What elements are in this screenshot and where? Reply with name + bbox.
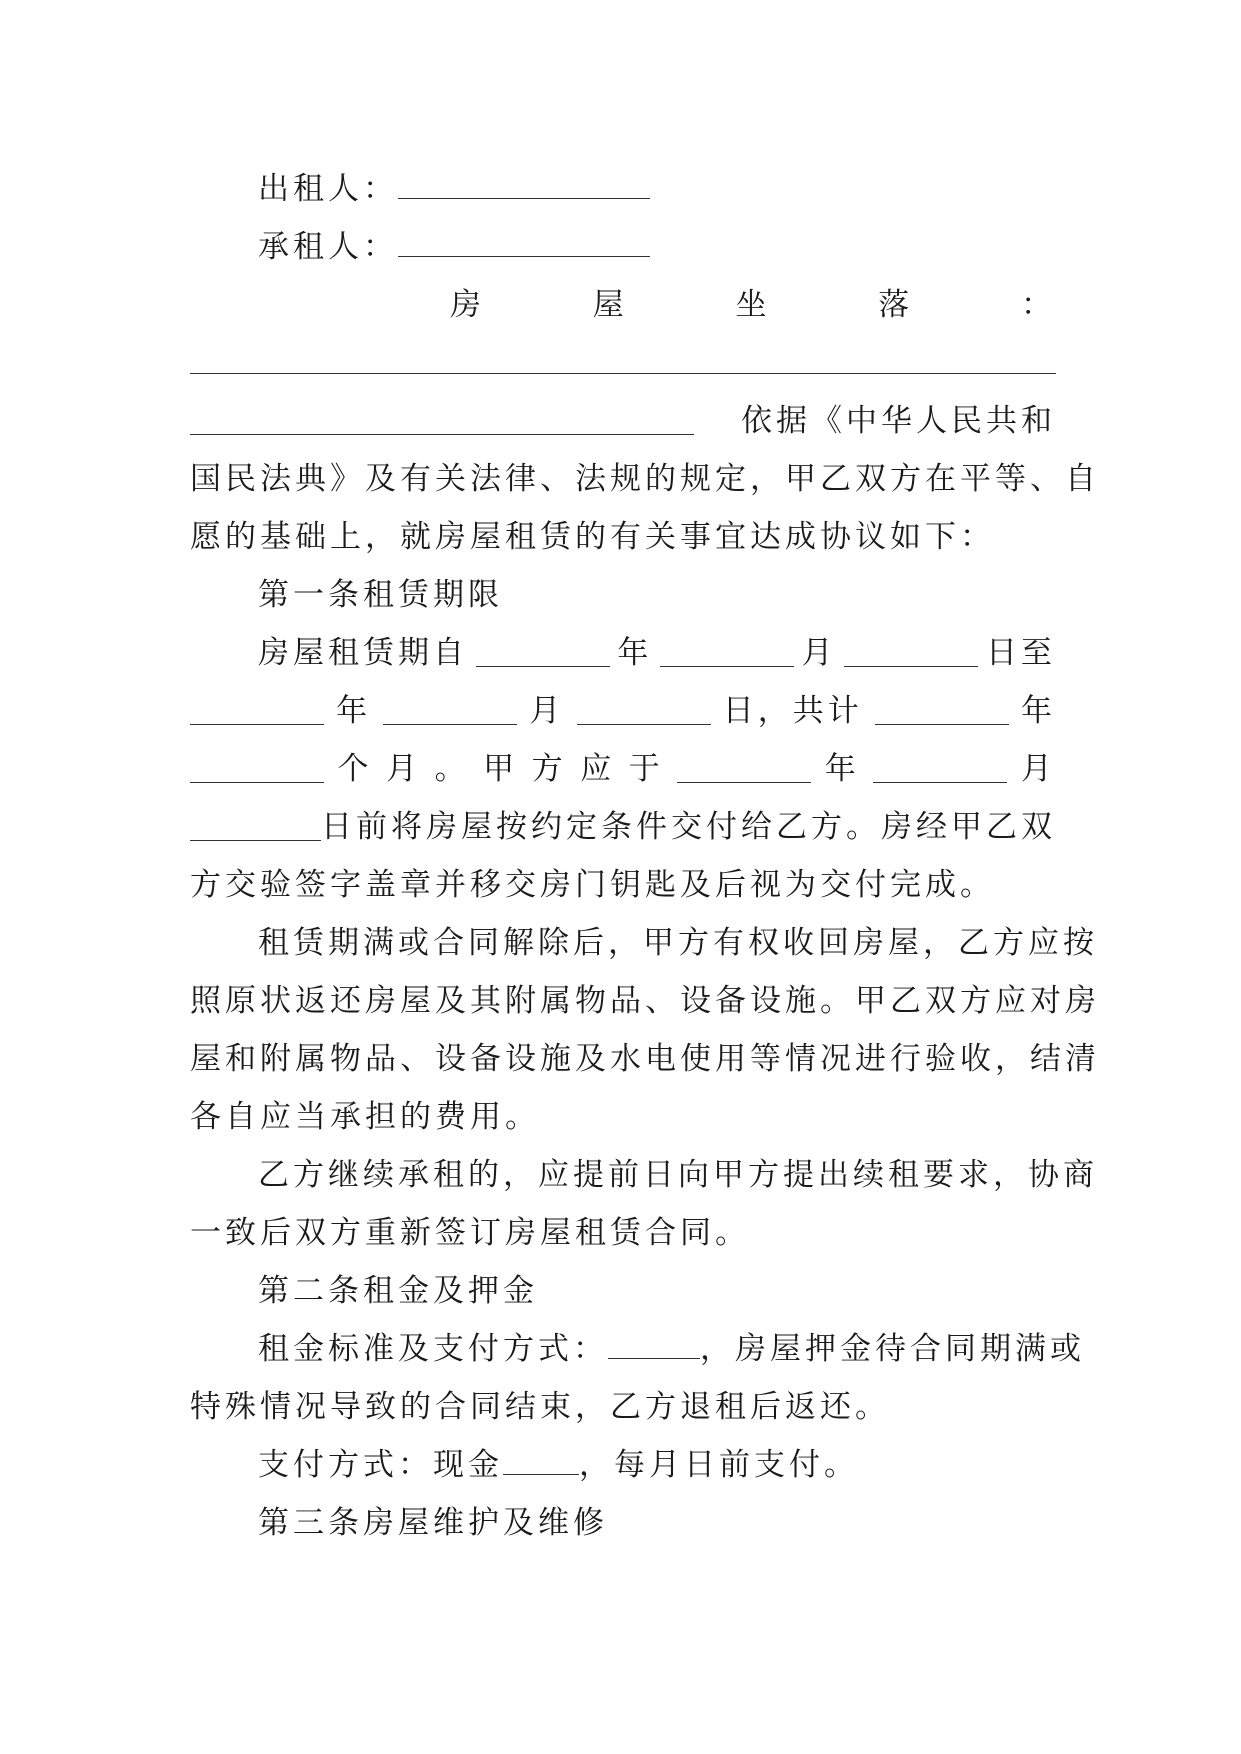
text-char: 于 (628, 751, 664, 787)
article3-heading: 第三条房屋维护及维修 (258, 1505, 608, 1541)
article1-p3-line-1: 乙方继续承租的，应提前日向甲方提出续租要求，协商 (258, 1157, 1098, 1193)
day-to-label: 日至 (985, 635, 1056, 671)
month-label: 月 (1020, 751, 1056, 787)
lessor-line (190, 160, 1056, 218)
lessor-label: 出租人： (258, 171, 398, 207)
article2-line-2: 特殊情况导致的合同结束，乙方退租后返还。 (190, 1389, 890, 1425)
handover-text: 日前将房屋按约定条件交付给乙方。房经甲乙双 (321, 809, 1056, 845)
article2-heading: 第二条租金及押金 (258, 1273, 538, 1309)
start-month-blank[interactable] (660, 640, 794, 667)
deposit-text: ，房屋押金待合同期满或 (700, 1331, 1085, 1367)
article1-p2-line-2: 照原状返还房屋及其附属物品、设备设施。甲乙双方应对房 (190, 983, 1100, 1019)
article1-heading: 第一条租赁期限 (258, 577, 503, 613)
article1-line-5: 方交验签字盖章并移交房门钥匙及后视为交付完成。 (190, 867, 995, 903)
text-char: 方 (531, 751, 567, 787)
text-char: 。 (434, 751, 470, 787)
end-year-blank[interactable] (190, 698, 324, 725)
lessee-label: 承租人： (258, 229, 398, 265)
handover-year-blank[interactable] (677, 756, 811, 783)
location-char: 屋 (592, 287, 628, 323)
rent-standard-label: 租金标准及支付方式： (258, 1331, 608, 1367)
total-month-blank[interactable] (190, 756, 324, 783)
rent-standard-blank[interactable] (608, 1332, 700, 1359)
intro-line-3: 愿的基础上，就房屋租赁的有关事宜达成协议如下： (190, 519, 995, 555)
location-char: 坐 (735, 287, 771, 323)
lessee-line (190, 218, 1056, 276)
text-char: 个 (337, 751, 373, 787)
day-total-label: 日，共计 (722, 693, 863, 729)
article1-line-1 (190, 624, 1056, 682)
end-month-blank[interactable] (383, 698, 517, 725)
intro-line-2: 国民法典》及有关法律、法规的规定，甲乙双方在平等、自 (190, 461, 1100, 497)
location-char: 落 (878, 287, 914, 323)
end-day-blank[interactable] (577, 698, 711, 725)
handover-month-blank[interactable] (873, 756, 1007, 783)
year-label: 年 (1020, 693, 1056, 729)
text-char: 月 (386, 751, 422, 787)
year-label: 年 (336, 693, 372, 729)
year-label: 年 (824, 751, 860, 787)
contract-page (190, 160, 1100, 1552)
cash-blank[interactable] (503, 1448, 579, 1475)
location-label-line (190, 276, 1056, 334)
article2-payment-line (190, 1436, 1056, 1494)
month-label: 月 (801, 635, 837, 671)
start-year-blank[interactable] (476, 640, 610, 667)
lessee-blank[interactable] (398, 230, 650, 257)
payment-text: ，每月日前支付。 (579, 1447, 859, 1483)
article1-line-2 (190, 682, 1056, 740)
article1-p2-line-1: 租赁期满或合同解除后，甲方有权收回房屋，乙方应按 (258, 925, 1098, 961)
location-char: 房 (450, 287, 485, 323)
year-label: 年 (617, 635, 653, 671)
handover-day-blank[interactable] (190, 814, 321, 841)
article1-p2-line-4: 各自应当承担的费用。 (190, 1099, 540, 1135)
payment-label: 支付方式：现金 (258, 1447, 503, 1483)
location-blank-continued[interactable] (190, 408, 694, 435)
lease-period-label: 房屋租赁期自 (258, 635, 468, 671)
lessor-blank[interactable] (398, 172, 650, 199)
text-char: 应 (580, 751, 616, 787)
article1-p3-line-2: 一致后双方重新签订房屋租赁合同。 (190, 1215, 750, 1251)
location-blank[interactable] (190, 334, 1056, 392)
intro-text: 依据《中华人民共和 (741, 403, 1056, 439)
article1-line-4 (190, 798, 1056, 856)
location-char: ： (1021, 287, 1056, 323)
article2-line-1 (190, 1320, 1085, 1378)
total-year-blank[interactable] (875, 698, 1009, 725)
month-label: 月 (529, 693, 565, 729)
article1-p2-line-3: 屋和附属物品、设备设施及水电使用等情况进行验收，结清 (190, 1041, 1100, 1077)
intro-line-1 (190, 392, 1056, 450)
article1-line-3 (190, 740, 1056, 798)
start-day-blank[interactable] (844, 640, 978, 667)
text-char: 甲 (483, 751, 519, 787)
